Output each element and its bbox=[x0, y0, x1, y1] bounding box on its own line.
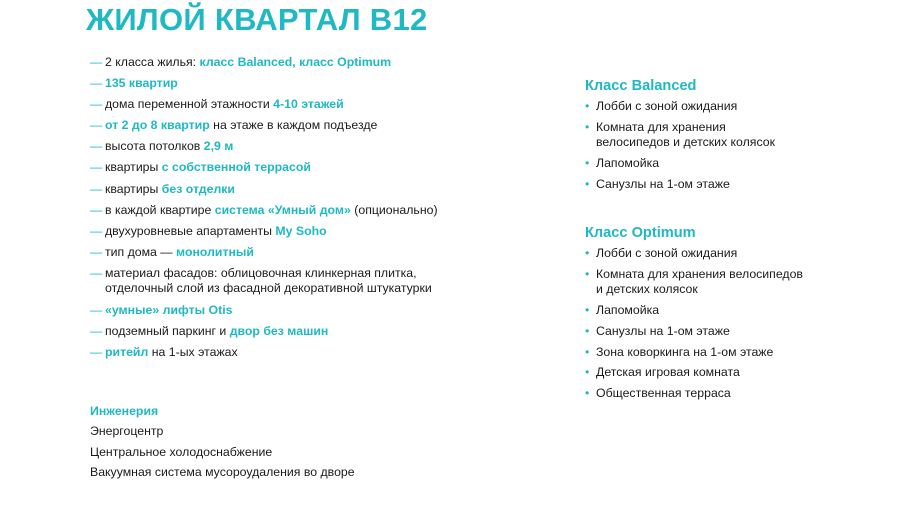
bullet-marker: • bbox=[585, 99, 590, 113]
class-feature-item bbox=[585, 303, 885, 319]
bullet-marker: • bbox=[585, 266, 590, 281]
class-feature-text: Санузлы на 1-ом этаже bbox=[596, 323, 730, 338]
feature-item bbox=[90, 118, 550, 134]
dash-marker: — bbox=[90, 97, 103, 112]
class-feature-text: Комната для хранения велосипедов bbox=[596, 266, 803, 281]
feature-highlight: «умные» лифты Otis bbox=[105, 302, 233, 317]
engineering-item: Вакуумная система мусороудаления во дворе bbox=[90, 465, 355, 480]
feature-highlight: с собственной террасой bbox=[161, 160, 311, 175]
feature-highlight: монолитный bbox=[176, 244, 254, 259]
dash-marker: — bbox=[90, 344, 103, 359]
class-feature-item bbox=[585, 345, 885, 361]
feature-highlight: My Soho bbox=[275, 223, 327, 238]
class-feature-item bbox=[585, 386, 885, 402]
feature-text: дома переменной этажности bbox=[105, 97, 274, 112]
engineering-item: Центральное холодоснабжение bbox=[90, 444, 273, 459]
feature-highlight: класс Balanced, класс Optimum bbox=[199, 55, 392, 69]
feature-item bbox=[90, 97, 550, 113]
feature-highlight: без отделки bbox=[161, 181, 235, 196]
feature-item bbox=[90, 303, 550, 319]
dash-marker: — bbox=[90, 118, 103, 133]
feature-item bbox=[90, 345, 550, 361]
features-list bbox=[90, 55, 550, 366]
bullet-marker: • bbox=[585, 156, 590, 171]
dash-marker: — bbox=[90, 160, 103, 175]
dash-marker: — bbox=[90, 323, 103, 338]
feature-highlight: от 2 до 8 квартир bbox=[105, 118, 210, 133]
class-optimum-heading: Класс Optimum bbox=[585, 225, 696, 241]
engineering-item: Энергоцентр bbox=[90, 424, 164, 438]
feature-item bbox=[90, 182, 550, 198]
feature-text: отделочный слой из фасадной декоративной штукатурки bbox=[105, 281, 432, 296]
class-optimum-section bbox=[585, 224, 885, 407]
feature-text: высота потолков bbox=[105, 139, 204, 154]
class-feature-text: Лапомойка bbox=[596, 156, 660, 171]
engineering-section bbox=[90, 403, 355, 485]
page-title: ЖИЛОЙ КВАРТАЛ В12 bbox=[86, 2, 428, 37]
feature-text: (опционально) bbox=[350, 202, 438, 217]
feature-item bbox=[90, 224, 550, 240]
bullet-marker: • bbox=[585, 303, 590, 318]
class-balanced-list bbox=[585, 99, 885, 192]
class-feature-text: Лобби с зоной ожидания bbox=[596, 246, 738, 260]
feature-item bbox=[90, 160, 550, 176]
bullet-marker: • bbox=[585, 386, 590, 401]
dash-marker: — bbox=[90, 76, 103, 91]
feature-highlight: 4-10 этажей bbox=[273, 97, 344, 112]
class-feature-text: Лапомойка bbox=[596, 303, 660, 318]
bullet-marker: • bbox=[585, 246, 590, 260]
bullet-marker: • bbox=[585, 119, 590, 134]
class-balanced-heading: Класс Balanced bbox=[585, 78, 697, 94]
dash-marker: — bbox=[90, 244, 103, 259]
feature-text: в каждой квартире bbox=[105, 202, 215, 217]
dash-marker: — bbox=[90, 223, 103, 238]
feature-highlight: ритейл bbox=[105, 344, 149, 359]
dash-marker: — bbox=[90, 139, 103, 154]
engineering-heading: Инженерия bbox=[90, 404, 159, 418]
dash-marker: — bbox=[90, 202, 103, 217]
dash-marker: — bbox=[90, 181, 103, 196]
feature-highlight: система «Умный дом» bbox=[214, 202, 351, 217]
class-feature-text: Комната для хранения bbox=[596, 119, 726, 134]
feature-item bbox=[90, 55, 550, 71]
feature-text: на этаже в каждом подъезде bbox=[209, 118, 378, 133]
class-balanced-section bbox=[585, 77, 885, 198]
class-feature-item bbox=[585, 120, 885, 151]
dash-marker: — bbox=[90, 55, 103, 69]
feature-item bbox=[90, 245, 550, 261]
class-feature-item bbox=[585, 177, 885, 193]
class-feature-text: Лобби с зоной ожидания bbox=[596, 99, 738, 113]
feature-text: двухуровневые апартаменты bbox=[105, 223, 276, 238]
class-feature-item bbox=[585, 246, 885, 262]
feature-text: квартиры bbox=[105, 160, 162, 175]
dash-marker: — bbox=[90, 302, 103, 317]
feature-item bbox=[90, 76, 550, 92]
class-feature-item bbox=[585, 365, 885, 381]
feature-text: на 1-ых этажах bbox=[148, 344, 238, 359]
class-feature-text: велосипедов и детских колясок bbox=[596, 135, 775, 150]
dash-marker: — bbox=[90, 265, 103, 280]
class-optimum-list bbox=[585, 246, 885, 402]
class-feature-text: и детских колясок bbox=[596, 282, 698, 297]
class-feature-item bbox=[585, 267, 885, 298]
class-feature-text: Зона коворкинга на 1-ом этаже bbox=[596, 344, 774, 359]
class-feature-text: Детская игровая комната bbox=[596, 365, 740, 380]
class-feature-text: Санузлы на 1-ом этаже bbox=[596, 176, 730, 191]
class-feature-item bbox=[585, 156, 885, 172]
feature-highlight: 135 квартир bbox=[105, 76, 178, 91]
bullet-marker: • bbox=[585, 176, 590, 191]
bullet-marker: • bbox=[585, 323, 590, 338]
feature-text: подземный паркинг и bbox=[105, 323, 230, 338]
feature-highlight: двор без машин bbox=[229, 323, 329, 338]
bullet-marker: • bbox=[585, 365, 590, 380]
feature-item bbox=[90, 324, 550, 340]
feature-text: материал фасадов: облицовочная клинкерная плитка, bbox=[105, 265, 417, 280]
feature-highlight: 2,9 м bbox=[203, 139, 234, 154]
feature-item bbox=[90, 266, 550, 297]
class-feature-item bbox=[585, 324, 885, 340]
class-feature-text: Общественная терраса bbox=[596, 386, 731, 401]
class-feature-item bbox=[585, 99, 885, 115]
bullet-marker: • bbox=[585, 344, 590, 359]
feature-item bbox=[90, 203, 550, 219]
feature-text: 2 класса жилья: bbox=[105, 55, 200, 69]
feature-text: тип дома — bbox=[105, 244, 177, 259]
feature-item bbox=[90, 139, 550, 155]
feature-text: квартиры bbox=[105, 181, 162, 196]
